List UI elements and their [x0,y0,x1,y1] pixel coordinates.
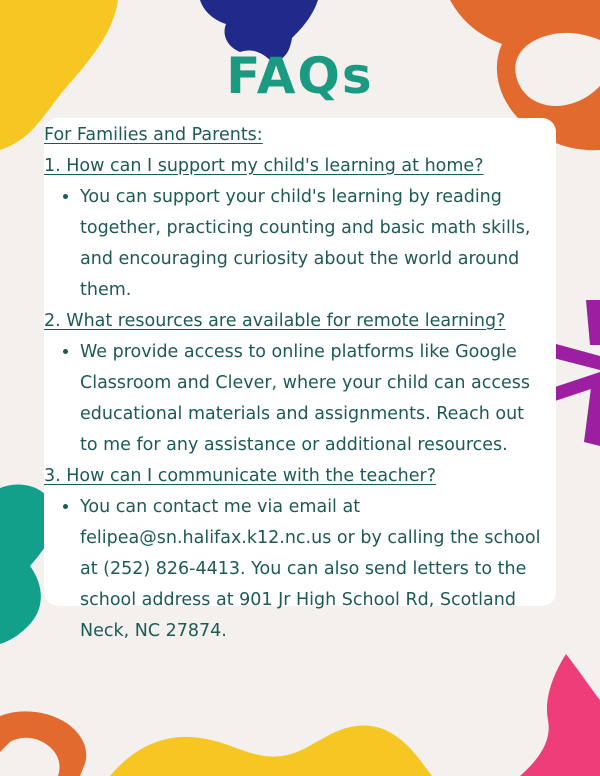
faq-question-1: 1. How can I support my child's learning at home? [44,156,484,176]
page-title: FAQs [226,47,374,105]
faq-answer-list-3 [44,492,544,647]
yellow-wave-bottom [110,725,432,776]
faq-answer-2: • We provide access to online platforms like Google Classroom and Clever, where your child can access educational materials and assignments. Reach out to me for any assistance or additional resources. [80,337,544,461]
faq-answer-list-1 [44,182,544,306]
section-heading: For Families and Parents: [44,125,263,145]
orange-swirl-bottom-left [0,711,86,776]
faq-answer-3: • You can contact me via email at felipea@sn.halifax.k12.nc.us or by calling the school at (252) 826-4413. You can also send letters to the school address at 901 Jr High School Rd, Scotland Neck, NC 27874. [80,492,544,647]
faq-answer-1: • You can support your child's learning by reading together, practicing counting and basic math skills, and encouraging curiosity about the world around them. [80,182,544,306]
pink-shape-bottom-right [520,654,600,776]
faq-content [44,120,544,647]
faq-answer-list-2 [44,337,544,461]
faq-question-3: 3. How can I communicate with the teacher? [44,466,437,486]
faq-question-2: 2. What resources are available for remote learning? [44,311,506,331]
